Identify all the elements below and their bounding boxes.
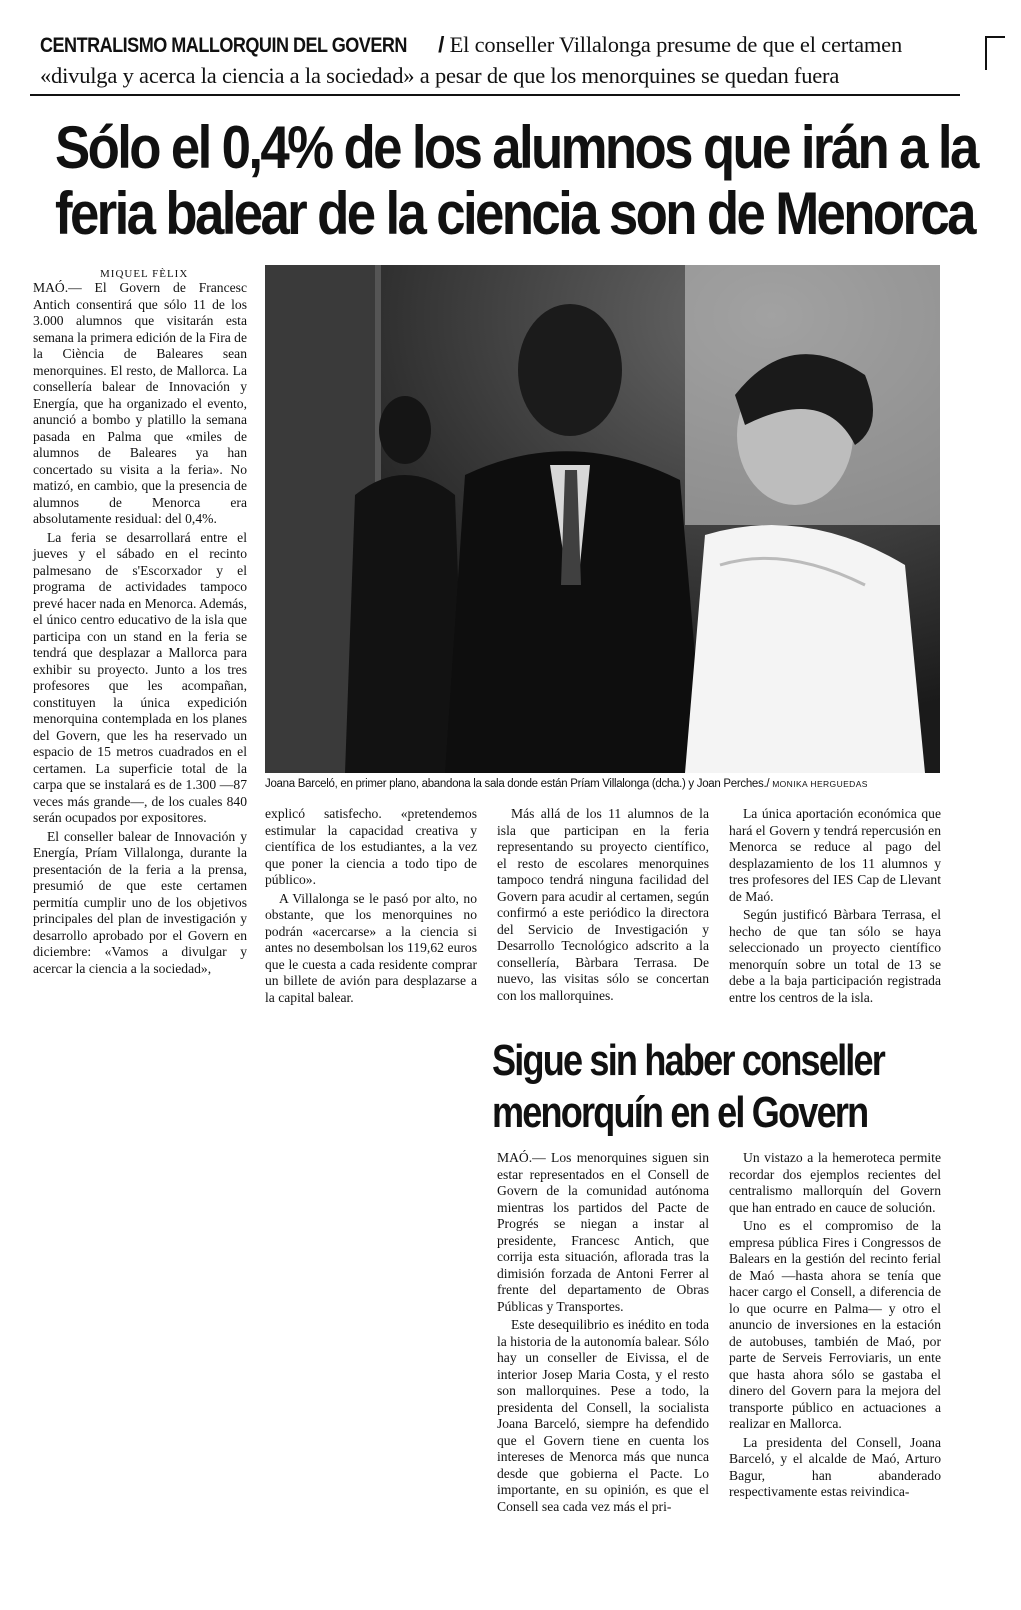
article-column-3 [497,806,709,1004]
article-paragraph: MAÓ.— El Govern de Francesc Antich consentirá que sólo 11 de los 3.000 alumnos que visitarán esta semana la primera edición de la Fira de la Ciència de Baleares sean menorquines. El resto, de Mallorca. La consellería balear de Innovación y Energía, que ha organizado el evento, anunció a bombo y platillo la semana pasada en Palma que «miles de alumnos de Baleares ya han concertado su visita a la feria». No matizó, en cambio, que la presencia de alumnos de Menorca era absolutamente residual: del 0,4%. [33,280,248,526]
article-column-4 [729,806,941,1006]
main-headline-line1: Sólo el 0,4% de los alumnos que irán a la [55,114,977,181]
article-column-1 [33,280,247,977]
sidebar-paragraph: Este desequilibrio es inédito en toda la historia de la autonomía balear. Sólo hay un conseller de Eivissa, el de interior Josep Maria Costa, y el resto son mallorquines. Pese a todo, la presidenta del Consell, la socialista Joana Barceló, siempre ha defendido que el Govern tiene en cuenta los intereses de Menorca más que nunca desde que gobierna el Pacte. Lo importante, en su opinión, es que el Consell sea cada vez más el pri- [497,1317,709,1514]
article-paragraph: La feria se desarrollará entre el jueves y el sábado en el recinto palmesano de s'Escorxador y el programa de actividades tampoco prevé hacer nada en Menorca. Además, el único centro educativo de la isla que participa con un stand en la feria se tendrá que desplazar a Mallorca para exhibir su proyecto. Junto a los tres profesores que les acompañan, constituyen la única expedición menorquina contemplada en los planes del Govern, que les ha reservado un espacio de 15 metros cuadrados en el certamen. La superficie total de la carpa que se instalará es de 1.300 —87 veces más grande—, de los cuales 840 serán ocupados por expositores. [33,529,247,825]
article-paragraph: La única aportación económica que hará el Govern y tendrá repercusión en Menorca se reduce al pago del desplazamiento de los 11 alumnos y tres profesores del IES Cap de Llevant de Maó. [729,806,941,904]
kicker [40,30,970,91]
crop-mark [985,36,987,70]
kicker-separator: / [438,32,445,57]
sidebar-headline [492,1035,962,1139]
sidebar-column-1 [497,1150,709,1515]
main-headline-line2: feria balear de la ciencia son de Menorca [55,180,974,247]
article-paragraph: Más allá de los 11 alumnos de la isla que participan en la feria representando su proyecto científico, el resto de escolares menorquines tampoco tendrá ninguna facilidad del Govern para acudir al certamen, según confirmó a este periódico la directora del Servicio de Investigación y Desarrollo Tecnológico adscrito a la consellería, Bàrbara Terrasa. De nuevo, las visitas sólo se concertan con los mallorquines. [497,806,709,1003]
news-photo [265,265,940,773]
photo-caption [265,778,955,790]
sidebar-paragraph: La presidenta del Consell, Joana Barceló, y el alcalde de Maó, Arturo Bagur, han abanderado respectivamente estas reivindica- [729,1434,941,1499]
sidebar-paragraph: Uno es el compromiso de la empresa pública Fires i Congressos de Balears en la gestión del recinto ferial de Maó —hasta ahora se tenía que hacer cargo el Consell, a diferencia de lo que ocurre en Palma— y otro el anuncio de inversiones en la estación de autobuses, también de Maó, por parte de Serveis Ferroviaris, un ente que hasta ahora sólo se gastaba el dinero del Govern para la mejora del transporte público en actuaciones a realizar en Mallorca. [729,1218,941,1431]
article-paragraph: A Villalonga se le pasó por alto, no obstante, que los menorquines no podrán «acercarse» a la ciencia si antes no desembolsan los 119,62 euros que le cuesta a cada residente comprar un billete de avión para desplazarse a la capital balear. [265,890,477,1005]
byline: MIQUEL FÈLIX [100,268,189,280]
photo-illustration [265,265,940,773]
photo-caption-text: Joana Barceló, en primer plano, abandona la sala donde están Príam Villalonga (dcha.) y Joan Perches./ [265,778,770,790]
kicker-category: CENTRALISMO MALLORQUIN DEL GOVERN [40,34,407,57]
sidebar-column-2 [729,1150,941,1501]
article-paragraph: El conseller balear de Innovación y Energía, Príam Villalonga, durante la presentación de la feria a la prensa, presumió de que este certamen permitía cumplir uno de los objetivos principales del plan de investigación y desarrollo aprobado por el Govern en diciembre: «Vamos a divulgar y acercar la ciencia a la sociedad», [33,828,247,976]
article-column-2 [265,806,477,1006]
article-paragraph: explicó satisfecho. «pretendemos estimular la capacidad creativa y científica de los estudiantes, a la vez que poner la ciencia a todo tipo de público». [265,806,477,887]
sidebar-paragraph: MAÓ.— Los menorquines siguen sin estar representados en el Consell de Govern de la comunidad autónoma mientras los partidos del Pacte de Progrés se niegan a instar al presidente, Francesc Antich, que corrija esta situación, aflorada tras la dimisión forzada de Antoni Ferrer al frente del departamento de Obras Públicas y Transportes. [497,1150,709,1314]
main-headline [55,115,975,247]
photo-credit: MONIKA HERGUEDAS [772,779,868,789]
crop-mark-top [985,36,1005,38]
sidebar-headline-line2: menorquín en el Govern [492,1088,868,1137]
sidebar-headline-line1: Sigue sin haber conseller [492,1036,885,1085]
sidebar-paragraph: Un vistazo a la hemeroteca permite recordar dos ejemplos recientes del centralismo mallorquín del Govern que han entrado en cauce de solución. [729,1150,941,1215]
kicker-text: El conseller Villalonga presume de que el certamen «divulga y acerca la ciencia a la sociedad» a pesar de que los menorquines se quedan fuera [40,32,903,88]
kicker-rule [30,94,960,96]
article-paragraph: Según justificó Bàrbara Terrasa, el hecho de que tan sólo se haya seleccionado un proyecto científico menorquín sobre un total de 13 se debe a la baja participación registrada entre los centros de la isla. [729,907,941,1005]
